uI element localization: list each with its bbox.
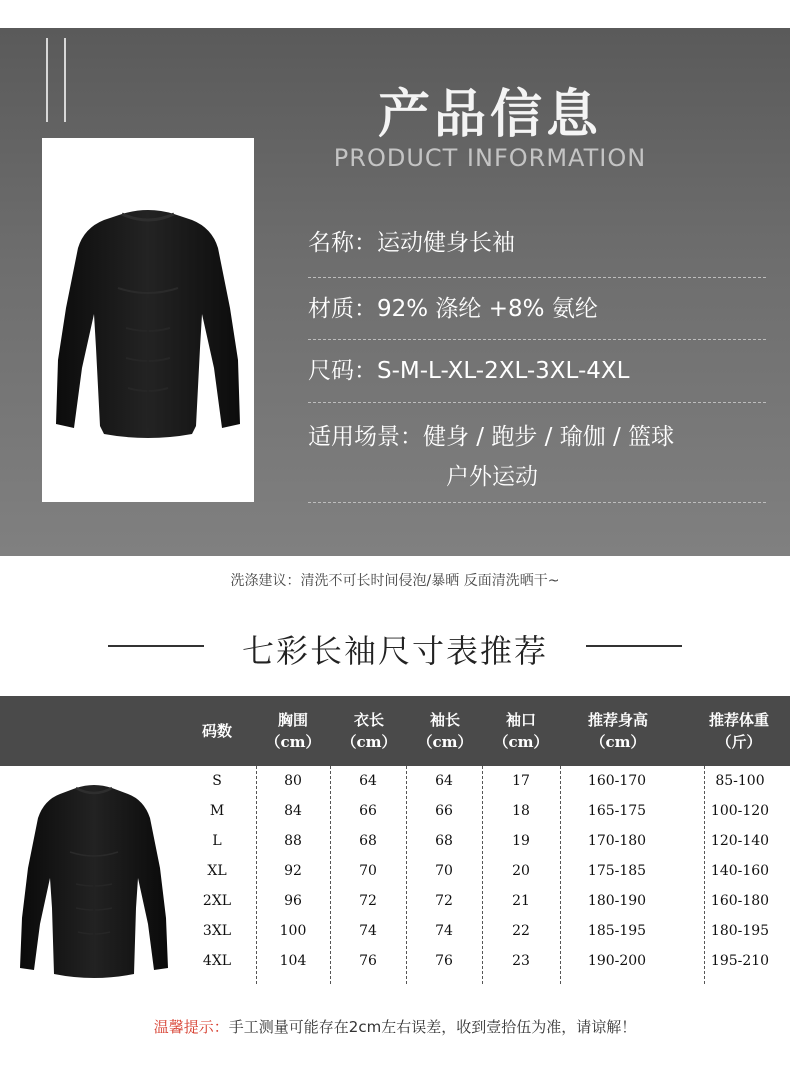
spec-value: 健身 / 跑步 / 瑜伽 / 篮球: [423, 424, 675, 450]
header-label: 胸围: [277, 711, 308, 729]
long-sleeve-shirt-image: [42, 138, 254, 502]
table-cell: 76: [359, 953, 377, 969]
table-cell: 20: [512, 863, 530, 879]
header-unit: （斤）: [716, 733, 762, 751]
column-divider: [330, 766, 331, 984]
column-divider: [406, 766, 407, 984]
heading-divider: [586, 645, 682, 647]
decorative-line: [46, 38, 48, 122]
size-chart-heading: [0, 618, 790, 674]
table-cell: 3XL: [202, 923, 232, 939]
table-cell: 18: [512, 803, 530, 819]
header-label: 推荐身高: [587, 711, 648, 729]
product-info-panel: [0, 28, 790, 556]
header-label: 推荐体重: [708, 711, 769, 729]
spec-usage-row: [308, 418, 766, 490]
dashed-divider: [308, 402, 766, 403]
table-cell: 21: [512, 893, 530, 909]
spec-label: 材质：: [308, 296, 377, 322]
header-chest: [258, 696, 328, 766]
table-cell: 17: [512, 773, 530, 789]
spec-value: 运动健身长袖: [377, 230, 515, 256]
table-cell: 19: [512, 833, 530, 849]
table-cell: M: [209, 803, 225, 819]
header-height: [568, 696, 668, 766]
header-cuff: [486, 696, 556, 766]
spec-size-row: [308, 352, 766, 390]
table-cell: 22: [512, 923, 530, 939]
warm-tip: [0, 1016, 790, 1037]
table-cell: 120-140: [710, 833, 770, 849]
table-cell: 180-195: [710, 923, 770, 939]
table-cell: 88: [284, 833, 302, 849]
table-cell: 160-170: [587, 773, 647, 789]
table-cell: 70: [359, 863, 377, 879]
spec-label: 名称：: [308, 230, 377, 256]
table-cell: 74: [435, 923, 453, 939]
product-photo: [42, 138, 254, 502]
spec-value: 92% 涤纶 +8% 氨纶: [377, 296, 598, 322]
spec-material-row: [308, 290, 766, 328]
table-cell: 74: [359, 923, 377, 939]
column-divider: [482, 766, 483, 984]
table-cell: S: [212, 773, 222, 789]
table-cell: L: [212, 833, 222, 849]
table-cell: 80: [284, 773, 302, 789]
decorative-line: [64, 38, 66, 122]
table-cell: 92: [284, 863, 302, 879]
dashed-divider: [308, 339, 766, 340]
header-unit: （cm）: [265, 733, 321, 751]
table-cell: 72: [435, 893, 453, 909]
spec-value: S-M-L-XL-2XL-3XL-4XL: [377, 358, 630, 384]
table-cell: 68: [359, 833, 377, 849]
table-cell: 66: [359, 803, 377, 819]
table-cell: 185-195: [587, 923, 647, 939]
table-cell: 68: [435, 833, 453, 849]
table-cell: 2XL: [202, 893, 232, 909]
header-length: [334, 696, 404, 766]
spec-name-row: [308, 224, 766, 262]
table-cell: 4XL: [202, 953, 232, 969]
table-cell: 180-190: [587, 893, 647, 909]
size-table-header: [0, 696, 790, 766]
dashed-divider: [308, 502, 766, 503]
spec-label: 适用场景：: [308, 424, 423, 450]
size-chart-title: 七彩长袖尺寸表推荐: [241, 632, 548, 670]
table-cell: 85-100: [715, 773, 765, 789]
info-title: 产品信息: [377, 85, 602, 145]
heading-divider: [108, 645, 204, 647]
table-cell: 190-200: [587, 953, 647, 969]
table-cell: XL: [207, 863, 227, 879]
table-cell: 165-175: [587, 803, 647, 819]
table-cell: 175-185: [587, 863, 647, 879]
column-divider: [256, 766, 257, 984]
table-cell: 100-120: [710, 803, 770, 819]
table-cell: 170-180: [587, 833, 647, 849]
info-subtitle: PRODUCT INFORMATION: [333, 144, 647, 172]
table-cell: 104: [279, 953, 307, 969]
table-cell: 64: [435, 773, 453, 789]
table-cell: 140-160: [710, 863, 770, 879]
header-label: 码数: [201, 722, 232, 740]
tip-text: 手工测量可能存在2cm左右误差，收到壹拾伍为准，请谅解！: [228, 1018, 637, 1036]
table-cell: 76: [435, 953, 453, 969]
table-cell: 70: [435, 863, 453, 879]
header-unit: （cm）: [493, 733, 549, 751]
header-unit: （cm）: [590, 733, 646, 751]
washing-note: 洗涤建议：清洗不可长时间侵泡/暴晒 反面清洗晒干~: [230, 573, 560, 589]
dashed-divider: [308, 277, 766, 278]
spec-label: 尺码：: [308, 358, 377, 384]
header-unit: （cm）: [417, 733, 473, 751]
table-cell: 66: [435, 803, 453, 819]
header-label: 袖长: [429, 711, 460, 729]
table-cell: 84: [284, 803, 302, 819]
spec-value-continued: 户外运动: [446, 464, 538, 490]
size-table-body: [0, 766, 790, 986]
table-cell: 195-210: [710, 953, 770, 969]
header-weight: [690, 696, 788, 766]
header-size: [184, 696, 250, 766]
table-cell: 100: [279, 923, 307, 939]
header-sleeve: [410, 696, 480, 766]
header-unit: （cm）: [341, 733, 397, 751]
table-cell: 72: [359, 893, 377, 909]
table-cell: 96: [284, 893, 302, 909]
column-divider: [560, 766, 561, 984]
header-label: 袖口: [505, 711, 536, 729]
table-cell: 64: [359, 773, 377, 789]
table-cell: 23: [512, 953, 530, 969]
tip-label: 温馨提示：: [153, 1018, 229, 1036]
header-label: 衣长: [353, 711, 384, 729]
table-cell: 160-180: [710, 893, 770, 909]
